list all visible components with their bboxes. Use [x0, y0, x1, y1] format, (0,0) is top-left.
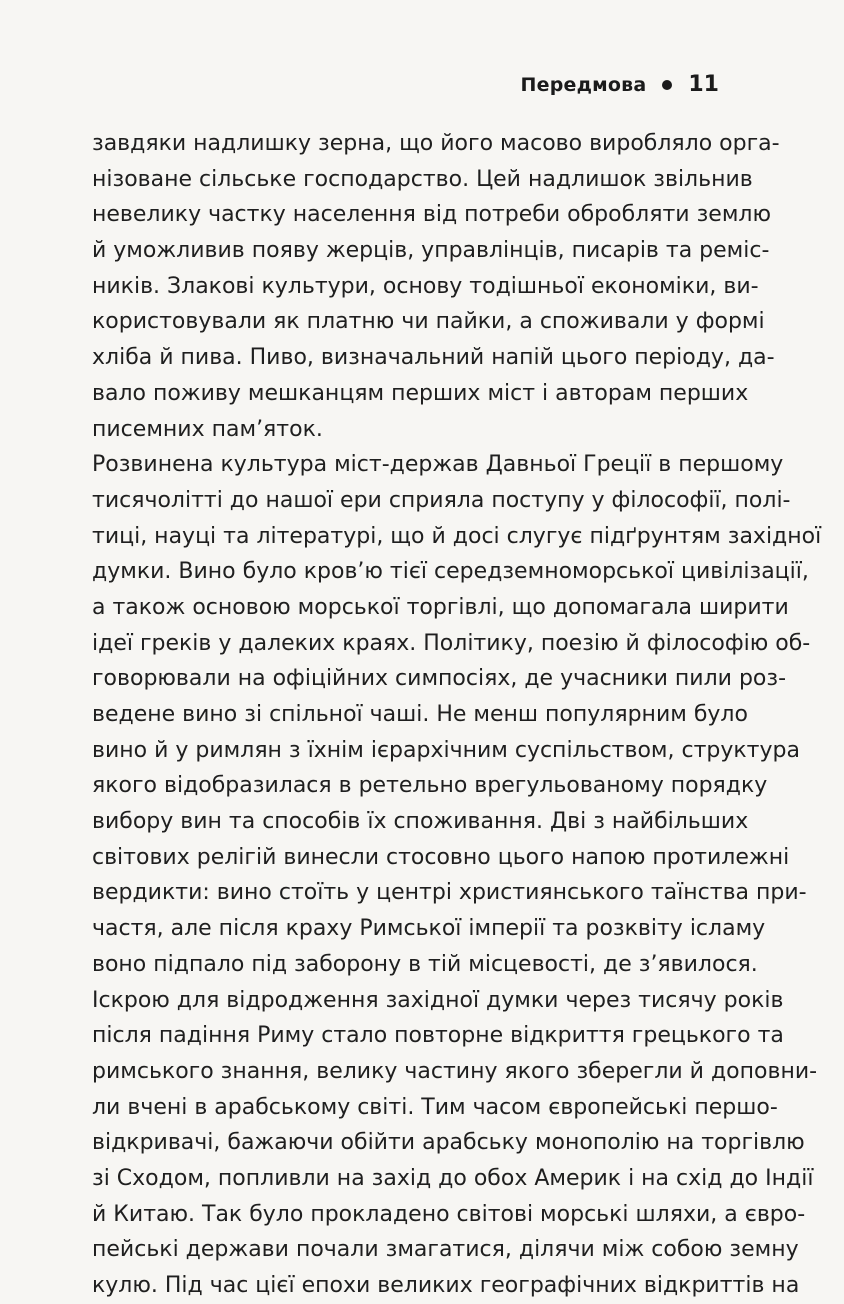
text-line: а також основою морської торгівлі, що допомагала ширити [92, 594, 789, 620]
text-line: ників. Злакові культури, основу тодішньої економіки, ви- [92, 273, 759, 299]
text-line: ли вчені в арабському світі. Тим часом європейські першо- [92, 1094, 778, 1120]
text-line: кулю. Під час цієї епохи великих географічних відкриттів на [92, 1273, 800, 1298]
text-line: Розвинена культура міст-держав Давньої Греції в першому [92, 452, 784, 478]
text-line: й Китаю. Так було прокладено світові морські шляхи, а євро- [92, 1201, 806, 1227]
text-line: тиці, науці та літературі, що й досі слугує підґрунтям західної [92, 523, 822, 549]
text-line: думки. Вино було кров’ю тієї середземноморської цивілізації, [92, 559, 809, 585]
text-line: вало поживу мешканцям перших міст і авторам перших [92, 380, 749, 406]
text-line: нізоване сільське господарство. Цей надлишок звільнив [92, 166, 753, 192]
text-line: тисячолітті до нашої ери сприяла поступу у філософії, полі- [92, 487, 791, 513]
text-line: вино й у римлян з їхнім ієрархічним суспільством, структура [92, 737, 800, 763]
text-line: завдяки надлишку зерна, що його масово виробляло орга- [92, 131, 780, 156]
text-line: Іскрою для відродження західної думки через тисячу років [92, 987, 784, 1013]
text-line: пейські держави почали змагатися, ділячи між собою земну [92, 1237, 799, 1263]
text-line: якого відобразилася в ретельно врегульованому порядку [92, 773, 768, 799]
text-line: вердикти: вино стоїть у центрі християнського таїнства при- [92, 880, 807, 906]
section-title: Передмова [520, 73, 647, 96]
text-line: римського знання, велику частину якого зберегли й доповни- [92, 1058, 818, 1084]
body-text [92, 126, 822, 1304]
text-line: користовували як платню чи пайки, а споживали у формі [92, 309, 765, 335]
text-line: ведене вино зі спільної чаші. Не менш популярним було [92, 702, 748, 727]
text-line: хліба й пива. Пиво, визначальний напій цього періоду, да- [92, 345, 775, 371]
text-line: світових релігій винесли стосовно цього напою протилежні [92, 844, 790, 870]
text-line: вибору вин та способів їх споживання. Дві з найбільших [92, 809, 749, 835]
text-line: воно підпало під заборону в тій місцевості, де з’явилося. [92, 951, 758, 977]
text-line: невелику частку населення від потреби обробляти землю [92, 202, 771, 228]
bullet-separator-icon [662, 80, 672, 90]
text-line: ідеї греків у далеких краях. Політику, поезію й філософію об- [92, 630, 811, 656]
text-line: писемних пам’яток. [92, 416, 323, 442]
running-header [521, 72, 719, 97]
text-line: говорювали на офіційних симпосіях, де учасники пили роз- [92, 666, 787, 692]
text-line: зі Сходом, попливли на захід до обох Америк і на схід до Індії [92, 1165, 814, 1191]
text-line: після падіння Риму стало повторне відкриття грецького та [92, 1023, 784, 1049]
text-line: відкривачі, бажаючи обійти арабську монополію на торгівлю [92, 1130, 805, 1156]
page-number: 11 [688, 72, 719, 97]
text-line: частя, але після краху Римської імперії та розквіту ісламу [92, 916, 766, 942]
text-line: й уможливив появу жерців, управлінців, писарів та реміс- [92, 238, 770, 264]
